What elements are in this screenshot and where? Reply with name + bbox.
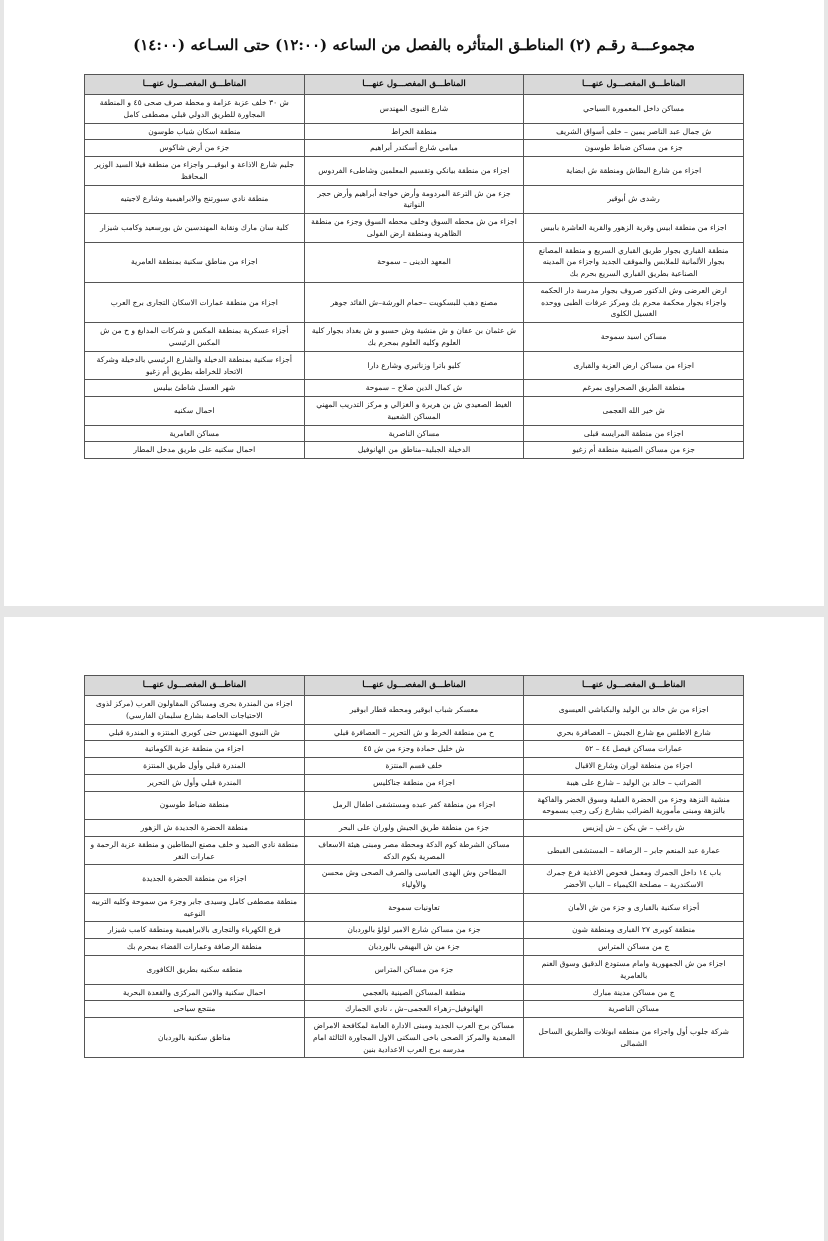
table-row — [85, 836, 744, 865]
table-cell: ش النبوي المهندس حتى كوبري المنتزه و المندرة قبلي — [85, 724, 305, 741]
table-cell: منطقة مصطفى كامل وسيدى جابر وجزء من سموحة وكليه التربيه النوعيه — [85, 893, 305, 922]
table-cell: رشدى ش أبوقير — [524, 185, 744, 214]
table-cell: الغيط الصعيدي ش بن هريرة و الغزالي و مركز التدريب المهني المساكن الشعبية — [304, 397, 524, 426]
table-row — [85, 774, 744, 791]
table-cell: شهر العسل شاطئ بيليس — [85, 380, 305, 397]
table-cell: المعهد الدينى – سموحة — [304, 242, 524, 282]
table-row — [85, 696, 744, 725]
table-cell: أجزاء سكنية بالقبارى و جزء من ش الأمان — [524, 893, 744, 922]
column-header: المناطـــق المفصـــول عنهـــا — [85, 676, 305, 696]
table-cell: الضراتب – خالد بن الوليد – شارع على هيبة — [524, 774, 744, 791]
table-row — [85, 214, 744, 243]
table-cell: مساكن اسيد سموحة — [524, 323, 744, 352]
page-sheet-1 — [4, 0, 824, 606]
table-header-row — [85, 75, 744, 95]
table-cell: منطقة نادي الصيد و خلف مصنع البطاطين و منطقة عزبة الرحمة و عمارات النغر — [85, 836, 305, 865]
table-cell: جزء من مساكن المتراس — [304, 956, 524, 985]
table-cell: اجزاء من ش خالد بن الوليد والبكباشي العيسوى — [524, 696, 744, 725]
table-cell: جزء من مساكن الصينية منطقة أم زغيو — [524, 442, 744, 459]
table-cell: ج من مساكن مدينة مبارك — [524, 984, 744, 1001]
table-cell: أجزاء عسكرية بمنطقة المكس و شركات المدابغ و ح من ش المكس الرئيسي — [85, 323, 305, 352]
table-row — [85, 123, 744, 140]
column-header: المناطـــق المفصـــول عنهـــا — [85, 75, 305, 95]
table-cell: جزء من منطقة طريق الجيش ولوران على البحر — [304, 820, 524, 837]
table-cell: ش ٣٠ خلف عزبة عزامة و محطة صرف صحى ٤٥ و المنطقة المجاورة للطريق الدولي قبلي مصطفى كامل — [85, 95, 305, 124]
table-cell: الهانوفيل–زهراء العجمى–ش ، نادي الجمارك — [304, 1001, 524, 1018]
table-row — [85, 984, 744, 1001]
table-cell: مساكن العامرية — [85, 425, 305, 442]
table-row — [85, 1001, 744, 1018]
table-cell: ش عثمان بن عفان و ش منشية وش حسبو و ش بغداد بجوار كلية العلوم وكليه العلوم بمحرم بك — [304, 323, 524, 352]
page-title: مجموعـــة رقـم (٢) المناطـق المتأثره بالفصل من الساعه (١٢:٠٠) حتى السـاعه (١٤:٠٠) — [133, 36, 695, 54]
outage-areas-table-2 — [84, 675, 744, 1058]
table-cell: احمال سكنية والامن المركزى والقعدة البحرية — [85, 984, 305, 1001]
table-cell: ش خليل حمادة وجزء من ش ٤٥ — [304, 741, 524, 758]
table-row — [85, 185, 744, 214]
table-cell: جزء من ش البهيقي بالوردبان — [304, 939, 524, 956]
table-cell: ش خير الله العجمى — [524, 397, 744, 426]
table-row — [85, 95, 744, 124]
table-cell: كلية سان مارك ونقابة المهندسين ش بورسعيد وكامب شيزار — [85, 214, 305, 243]
table-cell: منطقة الحضرة الجديدة ش الزهور — [85, 820, 305, 837]
table-cell: المندرة قبلي وأول طريق المنتزة — [85, 758, 305, 775]
table-cell: ارض العرضى وش الدكتور صروف بجوار مدرسة دار الحكمه واجزاء بجوار محكمة محرم بك ومركز عرفات الطبى ووحده الغسيل الكلوى — [524, 282, 744, 322]
table-row — [85, 442, 744, 459]
table-row — [85, 140, 744, 157]
table-cell: المندرة قبلي وأول ش التحرير — [85, 774, 305, 791]
table-cell: خلف قسم المنتزة — [304, 758, 524, 775]
table-row — [85, 724, 744, 741]
table-cell: منطقة الخراط — [304, 123, 524, 140]
table-cell: اجزاء من ش الجمهورية وامام مستودع الدقيق وسوق الغنم بالعامرية — [524, 956, 744, 985]
table-cell: اجزاء من منطقة المرايسه قبلى — [524, 425, 744, 442]
table-cell: شارع الاطلس مع شارع الجيش – العصافرة بحري — [524, 724, 744, 741]
table-row — [85, 323, 744, 352]
table-cell: كليو باترا وزناتيري وشارع دارا — [304, 351, 524, 380]
table-row — [85, 820, 744, 837]
table-cell: اجزاء من منطقة بيانكي وتقسيم المعلمين وشاطىء الفردوس — [304, 157, 524, 186]
table-cell: باب ١٤ داخل الجمرك ومعمل فحوص الاغذية فرع جمرك الاسكندرية – مصلحة الكيمياء – الباب الأخضر — [524, 865, 744, 894]
table-cell: منطقة نادي سبورتنج والابراهيمية وشارع لاجيتيه — [85, 185, 305, 214]
table-cell: اجزاء من ش محطه السوق وخلف محطه السوق وجزء من منطقة الظاهرية ومنطقة ارض الفولى — [304, 214, 524, 243]
table-cell: ش راغب – ش يكن – ش إيزيس — [524, 820, 744, 837]
table-cell: منطقة اسكان شباب طوسون — [85, 123, 305, 140]
table-row — [85, 380, 744, 397]
table-cell: منطقة ضباط طوسون — [85, 791, 305, 820]
table-cell: الدخيلة الجبلية–مناطق من الهانوفيل — [304, 442, 524, 459]
table-cell: المطاحن وش الهدى العباسى والصرف الصحى وش محسن والأولياء — [304, 865, 524, 894]
table-cell: احمال سكنيه على طريق مدخل المطار — [85, 442, 305, 459]
table-row — [85, 956, 744, 985]
table-cell: اجزاء من منطقة عزبة الكوماتية — [85, 741, 305, 758]
table-cell: مساكن الناصرية — [304, 425, 524, 442]
table-row — [85, 939, 744, 956]
table-cell: مساكن داخل المعمورة السياحي — [524, 95, 744, 124]
table-cell: منطقة القباري بجوار طريق القباري السريع و منطقة المصانع بجوار الألمانية للملابس والموقف الجديد واجزاء من المدينه الصناعية بطريق القباري السريع بحرم بك — [524, 242, 744, 282]
table-row — [85, 425, 744, 442]
column-header: المناطـــق المفصـــول عنهـــا — [304, 75, 524, 95]
table-cell: ح من منطقة الخرط و ش التحرير – العصافرة قبلي — [304, 724, 524, 741]
table-cell: مساكن الناصرية — [524, 1001, 744, 1018]
table-row — [85, 865, 744, 894]
table-row — [85, 351, 744, 380]
table-cell: اجزاء من منطقة لوران وشارع الاقبال — [524, 758, 744, 775]
table-row — [85, 922, 744, 939]
table-cell: ش جمال عبد الناصر يمين – خلف أسواق الشريف — [524, 123, 744, 140]
table-cell: مساكن برج العرب الجديد ومبنى الادارة العامة لمكافحة الامراض المعدية والمركز الصحى باخى السكنى الاول المجاورة الثالثة امام مدرسه برج العرب الاعدادية بنين — [304, 1018, 524, 1058]
table-row — [85, 242, 744, 282]
column-header: المناطـــق المفصـــول عنهـــا — [524, 676, 744, 696]
outage-areas-table-1 — [84, 74, 744, 459]
table-cell: جزء من مساكن ضباط طوسون — [524, 140, 744, 157]
table-cell: منطقة المساكن الصينية بالعجمي — [304, 984, 524, 1001]
table-cell: اجزاء من شارع البطاش ومنطقة ش ابضاية — [524, 157, 744, 186]
table-cell: منتجع سياحى — [85, 1001, 305, 1018]
table-cell: منطقة الطريق الصحراوى بمرغم — [524, 380, 744, 397]
table-cell: جزء من ش الترعة المردومة وأرض خواجة أبراهيم وأرض حجر النواتية — [304, 185, 524, 214]
table-cell: مناطق سكنية بالوردبان — [85, 1018, 305, 1058]
table-cell: أجزاء سكنية بمنطقة الدخيلة والشارع الرئيسي بالدخيلة وشركة الاتحاد للخراطه بطريق أم زغيو — [85, 351, 305, 380]
table-row — [85, 741, 744, 758]
table-cell: جليم شارع الاذاعة و ابوقيــر واجزاء من منطقة فيلا السيد الوزير المحافظ — [85, 157, 305, 186]
table-cell: ش كمال الدين صلاح – سموحة — [304, 380, 524, 397]
table-cell: معسكر شباب ابوقير ومحطه قطار ابوقير — [304, 696, 524, 725]
table-cell: اجزاء من منطقة كفر عبده ومستشفى اطفال الرمل — [304, 791, 524, 820]
table-header-row — [85, 676, 744, 696]
table-row — [85, 397, 744, 426]
table-cell: جزء من مساكن شارع الامير لؤلؤ بالوردبان — [304, 922, 524, 939]
table-cell: تعاونيات سموحة — [304, 893, 524, 922]
table-cell: احمال سكنيه — [85, 397, 305, 426]
table-cell: عمارة عبد المنعم جابر – الرصافة – المستشفى القبطى — [524, 836, 744, 865]
table-cell: جزء من أرض شاكوس — [85, 140, 305, 157]
table-row — [85, 282, 744, 322]
table-cell: مساكن الشرطة كوم الدكة ومحطة مصر ومبنى هيئة الاسعاف المصرية بكوم الدكه — [304, 836, 524, 865]
table-cell: منطقه سكنيه بطريق الكافورى — [85, 956, 305, 985]
table-row — [85, 758, 744, 775]
page-sheet-2 — [4, 617, 824, 1241]
table-cell: منشية النزهة وجزء من الحضرة القبلية وسوق الخضر والفاكهة بالنزهة ومبنى مأمورية الضرائب بشارع زكى رجب بسموحه — [524, 791, 744, 820]
column-header: المناطـــق المفصـــول عنهـــا — [524, 75, 744, 95]
table-cell: اجزاء من منطقة ابيس وقرية الزهور والقرية العاشرة بابيس — [524, 214, 744, 243]
table-cell: اجزاء من منطقة جناكليس — [304, 774, 524, 791]
table-cell: اجزاء من مناطق سكنية بمنطقة العامرية — [85, 242, 305, 282]
table-row — [85, 893, 744, 922]
table-row — [85, 157, 744, 186]
table-cell: اجزاء من مساكن ارض العزبة والقبارى — [524, 351, 744, 380]
table-cell: ج من مساكن المتراس — [524, 939, 744, 956]
table-cell: عمارات مساكن فيصل ٤٤ – ٥٢ — [524, 741, 744, 758]
table-cell: منطقة كوبرى ٢٧ القبارى ومنطقة شون — [524, 922, 744, 939]
table-cell: اجزاء من المندرة بحرى ومساكن المقاولون العرب (مركز لذوى الاحتياجات الخاصة بشارع سليمان الفارسي) — [85, 696, 305, 725]
table-cell: شارع النبوى المهندس — [304, 95, 524, 124]
table-row — [85, 1018, 744, 1058]
table-cell: اجزاء من منطقة الحضرة الجديدة — [85, 865, 305, 894]
table-cell: منطقة الرصافة وعمارات القضاء بمحرم بك — [85, 939, 305, 956]
table-cell: شركة جلوب أول واجزاء من منطقه ابوتلات والطريق الساحل الشمالى — [524, 1018, 744, 1058]
column-header: المناطـــق المفصـــول عنهـــا — [304, 676, 524, 696]
table-row — [85, 791, 744, 820]
table-cell: ميامي شارع أسكندر أبراهيم — [304, 140, 524, 157]
table-cell: اجزاء من منطقة عمارات الاسكان التجارى برج العرب — [85, 282, 305, 322]
table-cell: مصنع دهب للبسكويت –حمام الورشة–ش القائد جوهر — [304, 282, 524, 322]
table-cell: فرع الكهرباء والتجارى بالابراهيمية ومنطقة كامب شيزار — [85, 922, 305, 939]
